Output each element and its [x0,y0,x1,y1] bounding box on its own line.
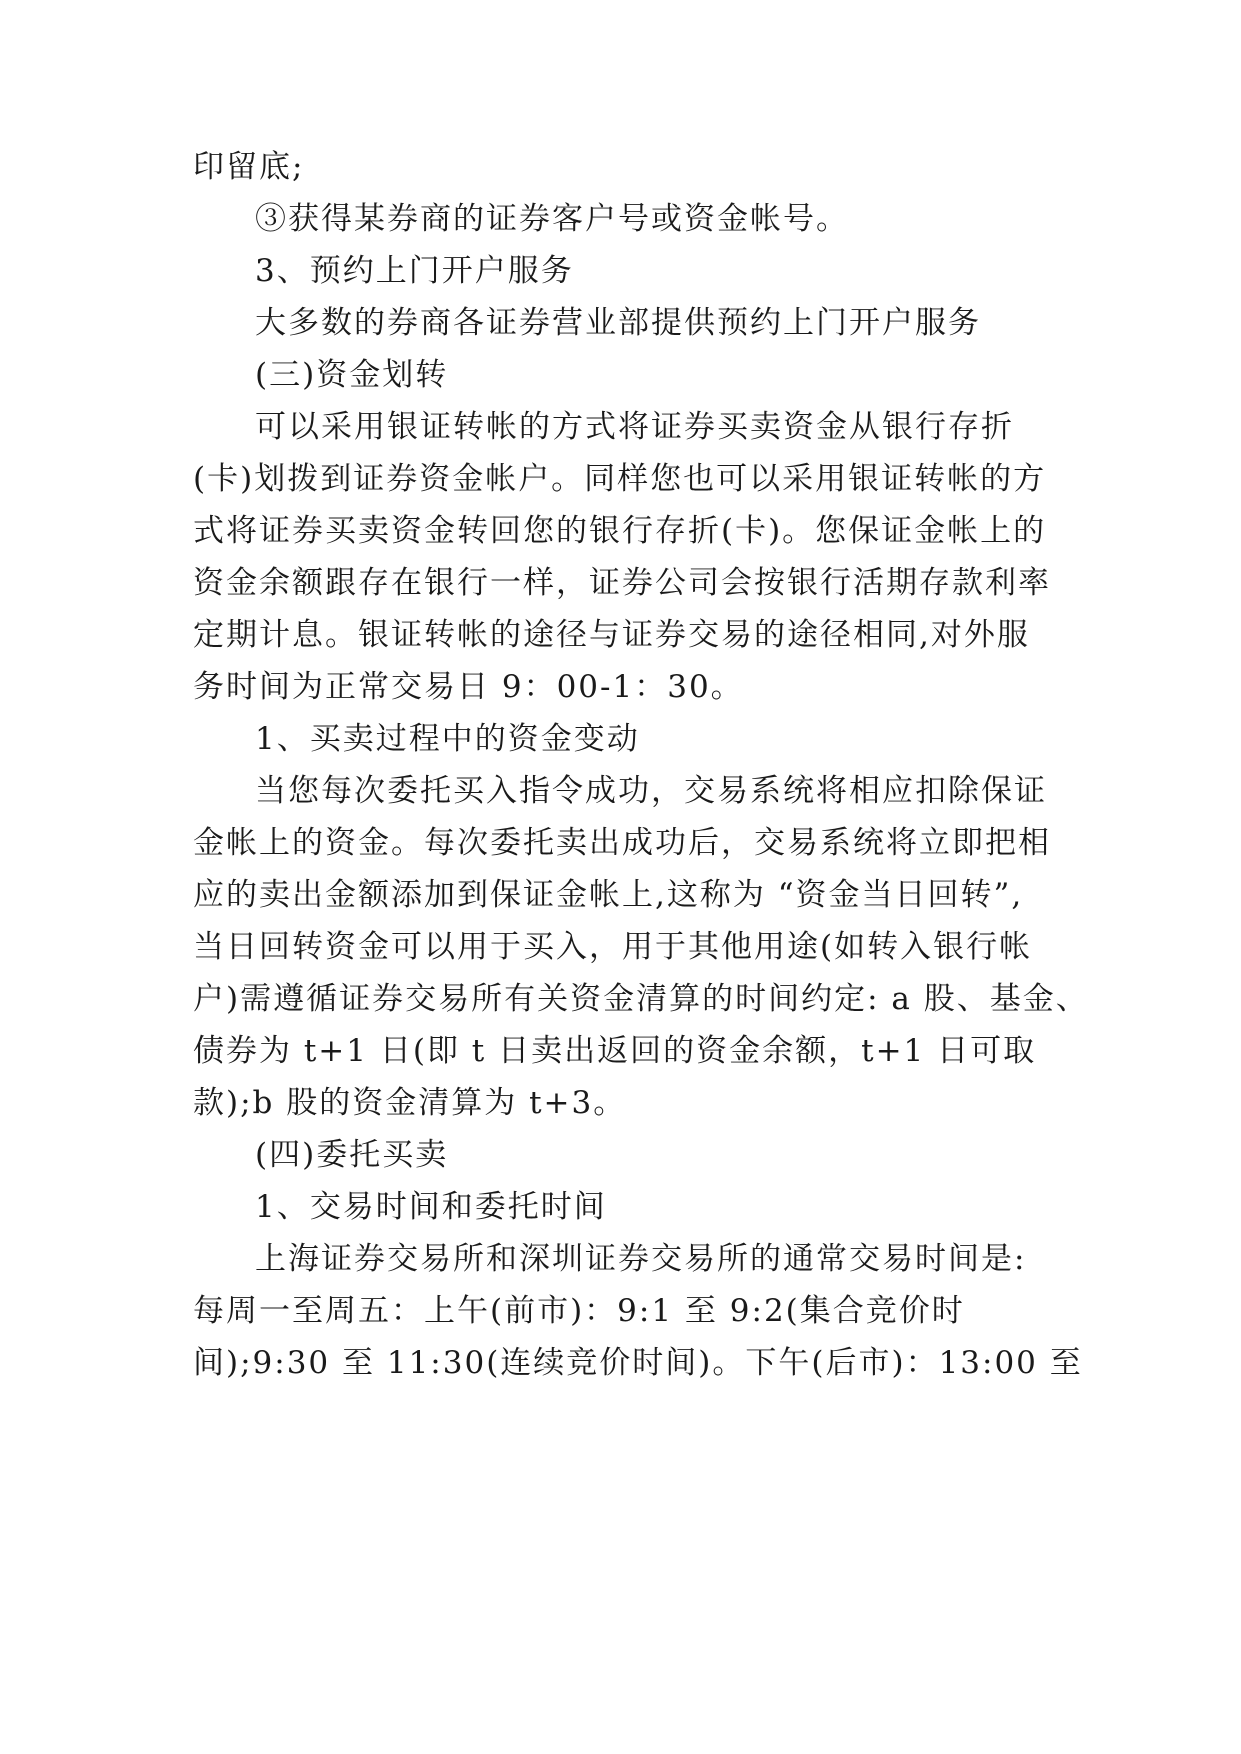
section-heading: (三)资金划转 [255,357,449,393]
text-line: 应的卖出金额添加到保证金帐上,这称为 “资金当日回转”, [193,877,1024,913]
text-line: 定期计息。银证转帐的途径与证券交易的途径相同,对外服 [193,617,1030,653]
text-line: 式将证券买卖资金转回您的银行存折(卡)。您保证金帐上的 [193,513,1047,549]
text-line: ③获得某券商的证券客户号或资金帐号。 [255,201,849,237]
text-line: 资金余额跟存在银行一样，证券公司会按银行活期存款利率 [193,565,1051,601]
text-line: 务时间为正常交易日 9：00-1：30。 [193,669,744,705]
section-heading: (四)委托买卖 [255,1137,449,1173]
text-line: 间);9:30 至 11:30(连续竞价时间)。下午(后市)：13:00 至 [193,1345,1083,1381]
text-line: 当日回转资金可以用于买入，用于其他用途(如转入银行帐 [193,929,1033,965]
subheading: 3、预约上门开户服务 [255,253,574,289]
text-line: 印留底; [193,149,305,185]
text-line: 大多数的券商各证券营业部提供预约上门开户服务 [255,305,981,341]
text-line: 户)需遵循证券交易所有关资金清算的时间约定: a 股、基金、 [193,981,1089,1017]
text-line: 上海证券交易所和深圳证券交易所的通常交易时间是: [255,1241,1027,1277]
text-line: 当您每次委托买入指令成功，交易系统将相应扣除保证 [255,773,1047,809]
text-line: 可以采用银证转帐的方式将证券买卖资金从银行存折 [255,409,1014,445]
text-line: 款);b 股的资金清算为 t+3。 [193,1085,627,1121]
text-line: 每周一至周五：上午(前市)：9:1 至 9:2(集合竞价时 [193,1293,965,1329]
text-line: 债券为 t+1 日(即 t 日卖出返回的资金余额，t+1 日可取 [193,1033,1037,1069]
text-line: 金帐上的资金。每次委托卖出成功后，交易系统将立即把相 [193,825,1051,861]
text-line: (卡)划拨到证券资金帐户。同样您也可以采用银证转帐的方 [193,461,1047,497]
subheading: 1、买卖过程中的资金变动 [255,721,640,757]
subheading: 1、交易时间和委托时间 [255,1189,607,1225]
